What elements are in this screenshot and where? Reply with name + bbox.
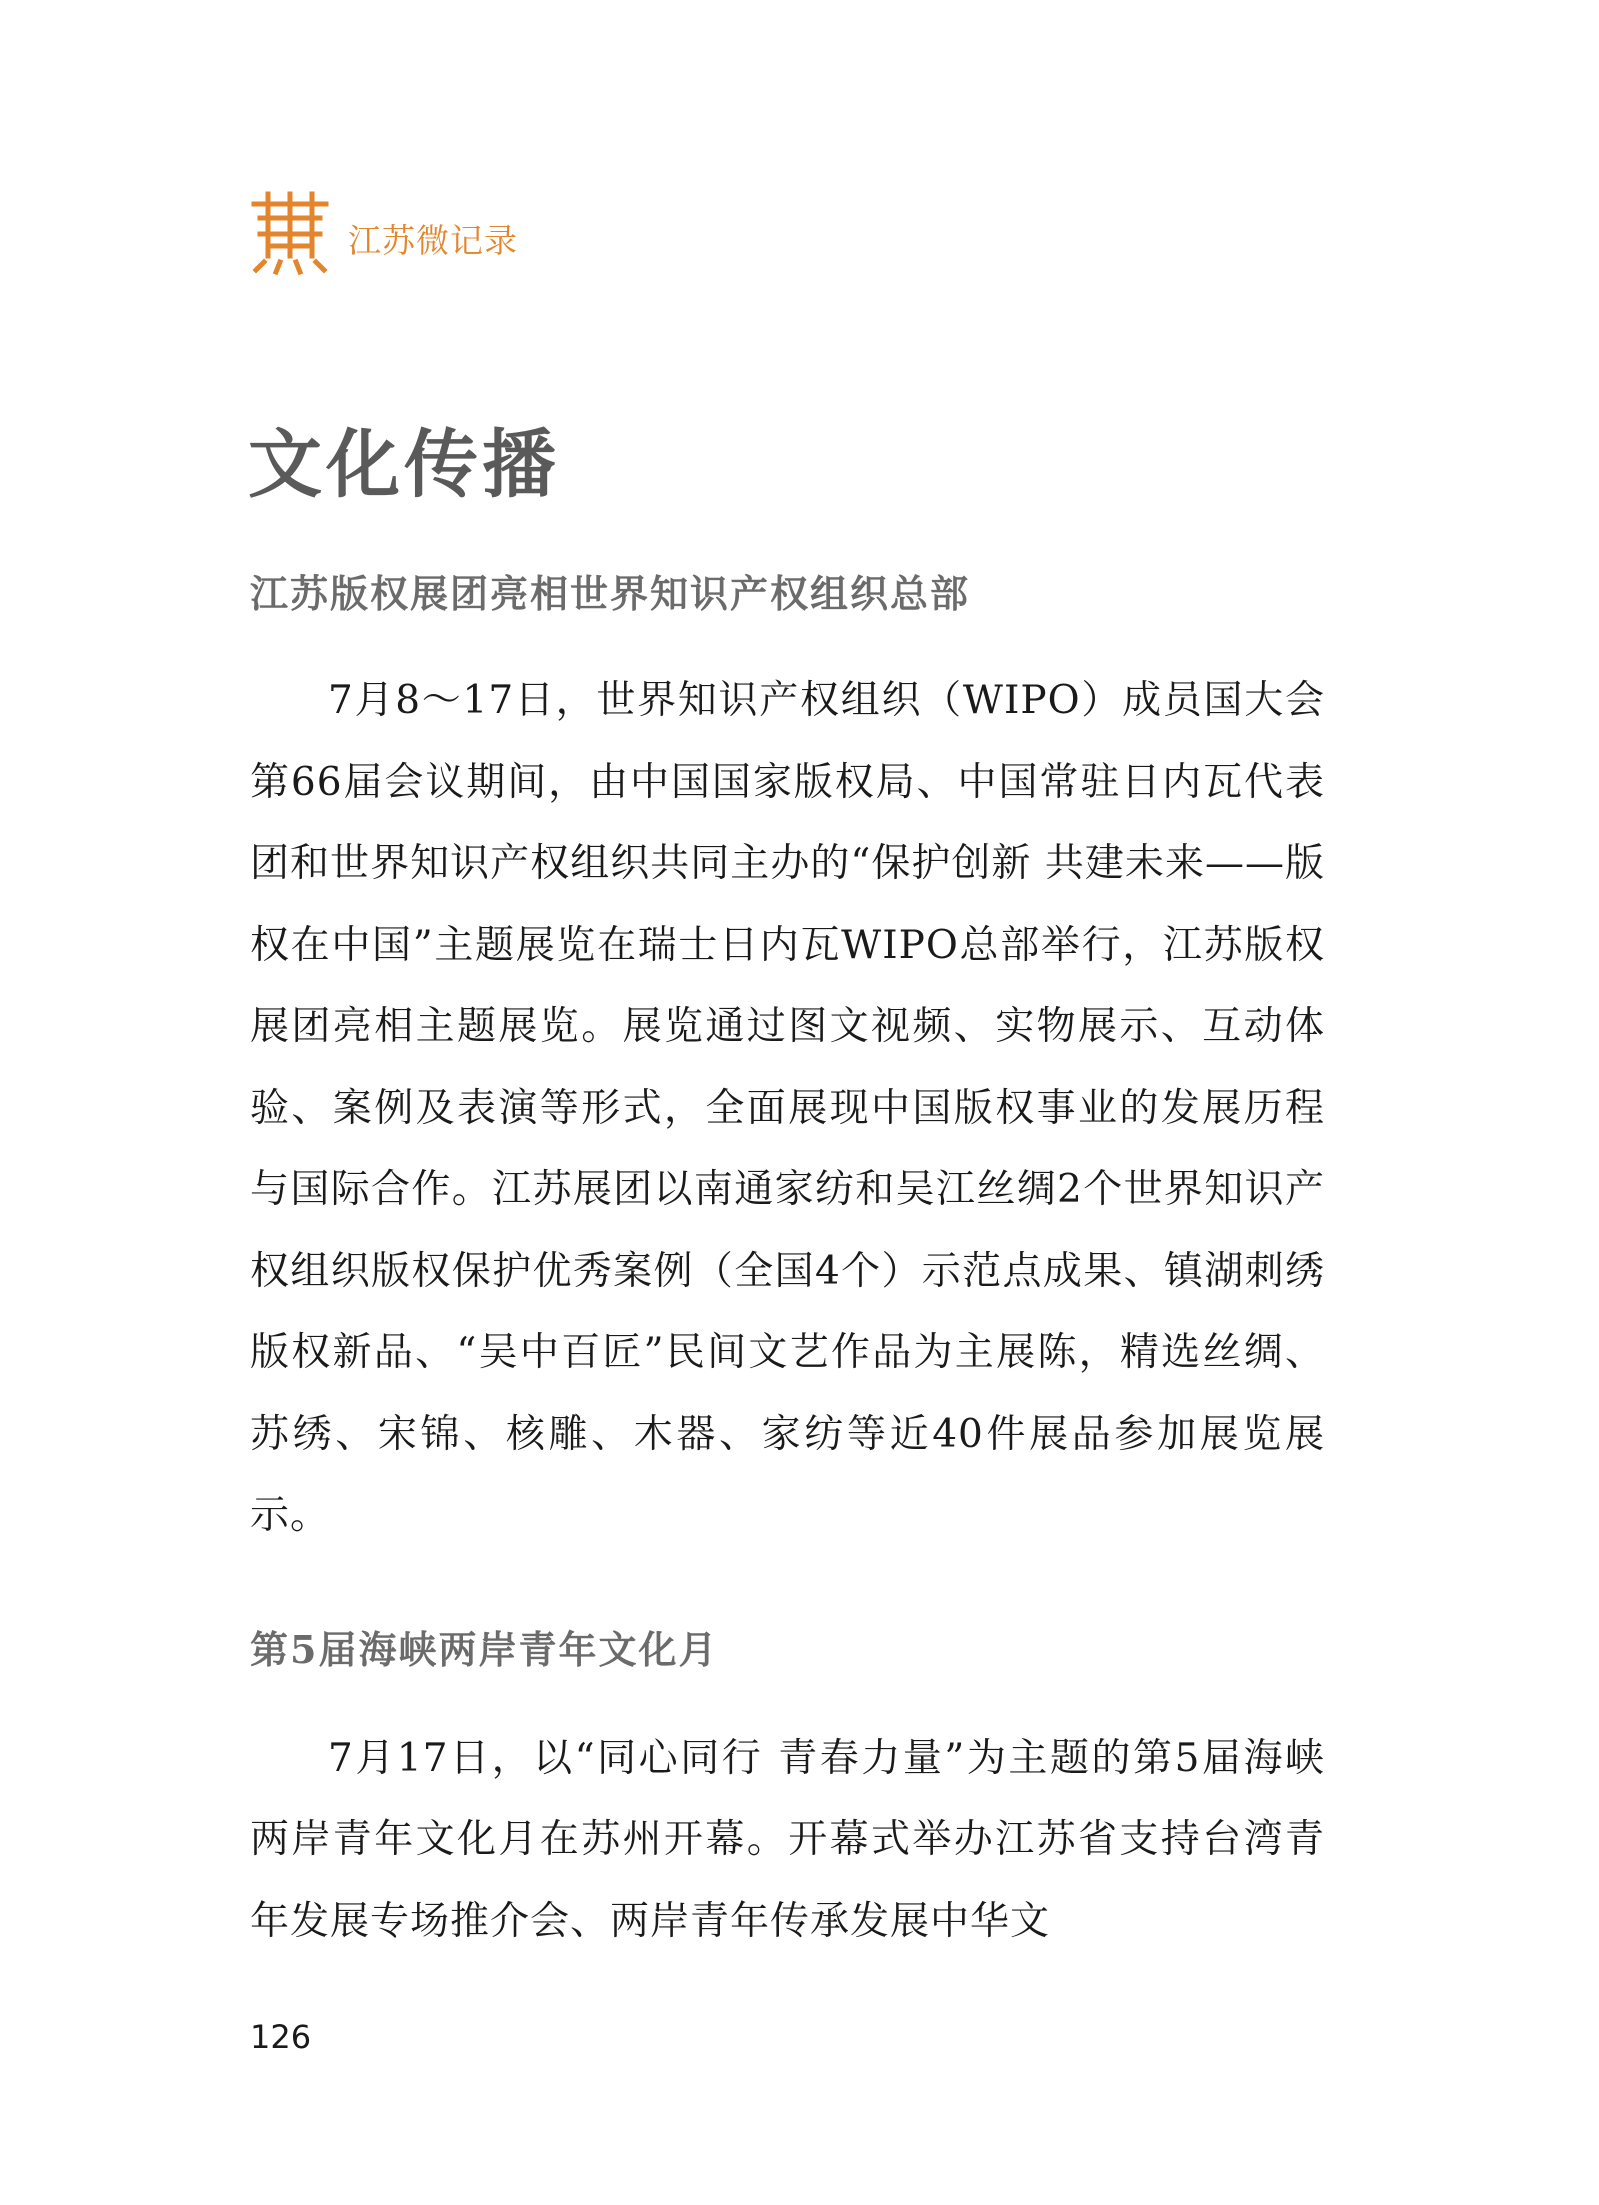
article-body: 7月17日，以“同心同行 青春力量”为主题的第5届海峡两岸青年文化月在苏州开幕。开幕式举办江苏省支持台湾青年发展专场推介会、两岸青年传承发展中华文 xyxy=(250,1735,1325,1944)
page-number: 126 xyxy=(250,2018,312,2056)
running-header xyxy=(250,188,518,280)
content-column xyxy=(250,565,1325,1962)
article-heading: 第5届海峡两岸青年文化月 xyxy=(250,1626,719,1672)
series-title: 江苏微记录 xyxy=(348,220,518,260)
article xyxy=(250,1621,1325,1963)
jiangsu-emblem-icon xyxy=(250,190,330,278)
section-title: 文化传播 xyxy=(248,422,560,508)
article xyxy=(250,565,1325,1557)
article-body: 7月8～17日，世界知识产权组织（WIPO）成员国大会第66届会议期间，由中国国家版权局、中国常驻日内瓦代表团和世界知识产权组织共同主办的“保护创新 共建未来——版权在中国”主题展览在瑞士日内瓦WIPO总部举行，江苏版权展团亮相主题展览。展览通过图文视频、实物展示、互动体验、案例及表演等形式，全面展现中国版权事业的发展历程与国际合作。江苏展团以南通家纺和吴江丝绸2个世界知识产权组织版权保护优秀案例（全国4个）示范点成果、镇湖刺绣版权新品、“吴中百匠”民间文艺作品为主展陈，精选丝绸、苏绣、宋锦、核雕、木器、家纺等近40件展品参加展览展示。 xyxy=(250,678,1325,1538)
article-heading: 江苏版权展团亮相世界知识产权组织总部 xyxy=(250,571,971,616)
